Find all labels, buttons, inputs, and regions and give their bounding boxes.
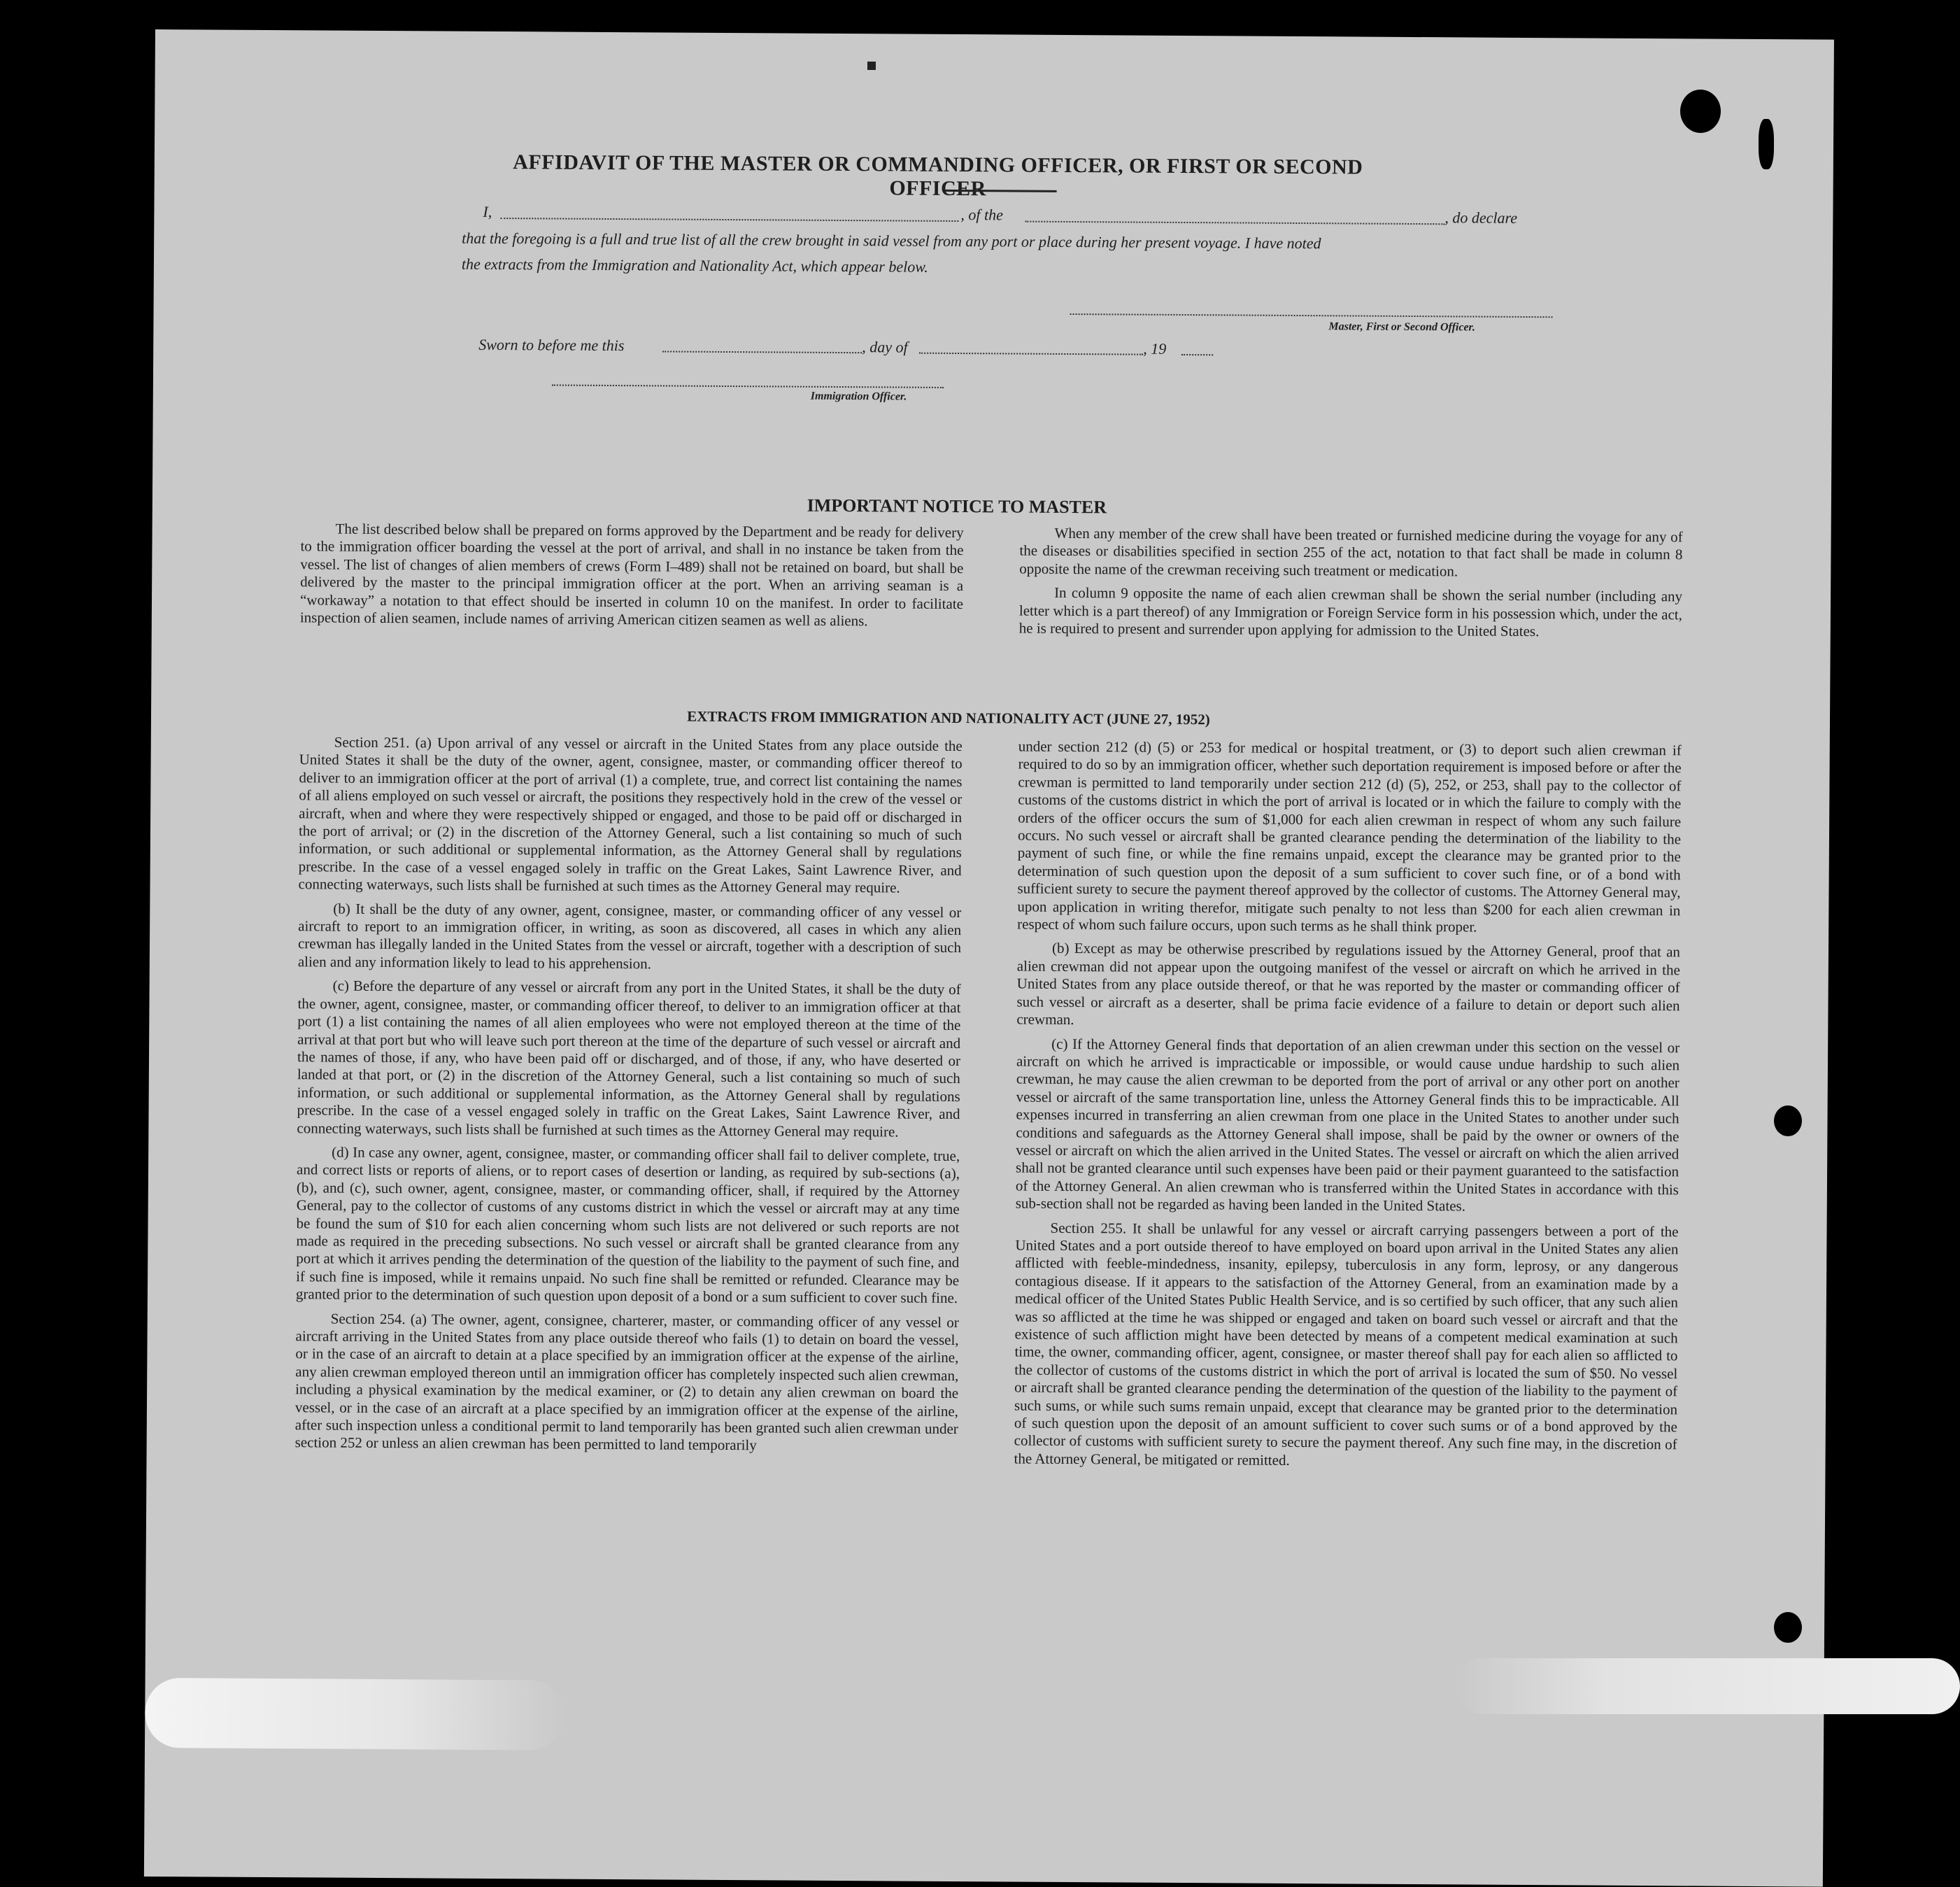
declaration-line-3: the extracts from the Immigration and Nationality Act, which appear below. [461, 255, 928, 276]
officer-signature-line [552, 384, 944, 388]
master-signature-label: Master, First or Second Officer. [1328, 320, 1475, 334]
punch-hole-bottom [1774, 1612, 1802, 1643]
section-254-a: Section 254. (a) The owner, agent, consignee, charterer, master, or commanding officer of any vessel or aircraft arriving in the United States from any place outside thereof who fails (1) to detain on board the vessel, or in the case of an aircraft to detain at a place specified by an immigration officer at the expense of the airline, any alien crewman employed thereon until an immigration officer has completely inspected such alien crewman, including a physical examination by the medical examiner, or (2) to detain any alien crewman on board the vessel, or in the case of an aircraft at a place specified by an immigration officer at the expense of the airline, after such inspection unless a conditional permit to land temporarily has been granted such alien crewman under section 252 or unless an alien crewman has been permitted to land temporarily [294, 1310, 959, 1454]
form-page [144, 29, 1834, 1887]
extracts-right-column [1014, 738, 1681, 1478]
sworn-label: Sworn to before me this [478, 335, 625, 355]
scan-speck [867, 62, 876, 70]
scan-glare-right [1455, 1658, 1960, 1714]
punch-hole-middle [1774, 1105, 1802, 1136]
section-251-b: (b) It shall be the duty of any owner, agent, consignee, master, or commanding officer of any vessel or aircraft to report to an immigration officer, in writing, as soon as discovered, all cases in which any alien crewman has illegally landed in the United States from the vessel or aircraft, together with a description of such alien and any information likely to lead to his apprehension. [297, 900, 962, 973]
declare-label: , do declare [1444, 209, 1518, 227]
section-251-a: Section 251. (a) Upon arrival of any vessel or aircraft in the United States from any place outside the United States it shall be the duty of the owner, agent, consignee, master, or commanding officer thereof to deliver to an immigration officer at the port of arrival (1) a complete, true, and correct list containing the names of all aliens employed on such vessel or aircraft, the positions they respectively hold in the crew of the vessel or aircraft, when and where they were respectively shipped or engaged, and those to be paid off or discharged in the port of arrival; or (2) in the discretion of the Attorney General, such a list containing so much of such information, or such additional or supplemental information, as the Attorney General shall by regulations prescribe. In the case of a vessel engaged solely in traffic on the Great Lakes, Saint Lawrence River, and connecting waterways, such lists shall be furnished at such times as the Attorney General may require. [298, 733, 963, 896]
sworn-month-line [919, 353, 1143, 355]
notice-left-column [300, 520, 964, 637]
section-254-b: (b) Except as may be otherwise prescribed by regulations issued by the Attorney General, proof that an alien crewman did not appear upon the outgoing manifest of the vessel or aircraft on which he arrived in the United States from any place outside thereof, or that he was reported by the master or commanding officer of such vessel or aircraft as a deserter, shall be prima facie evidence of a failure to detain or deport such alien crewman. [1016, 940, 1681, 1029]
sworn-year-line [1181, 354, 1213, 355]
section-251-c: (c) Before the departure of any vessel or aircraft from any port in the United States, it shall be the duty of the owner, agent, consignee, master, or commanding officer thereof, to deliver to an immigration officer at that port (1) a list containing the names of all alien employees who were not employed thereon at the time of the arrival at that port but who will leave such port thereon at the time of the departure of such vessel or aircraft and the names of those, if any, who have been paid off or discharged, and of those, if any, who have deserted or landed at that port, or (2) in the discretion of the Attorney General, such a list containing so much of such information, or such additional or supplemental information, as the Attorney General shall by regulations prescribe. In the case of a vessel engaged solely in traffic on the Great Lakes, Saint Lawrence River, and connecting waterways, such lists shall be furnished at such times as the Attorney General may require. [297, 977, 961, 1140]
section-254-c: (c) If the Attorney General finds that deportation of an alien crewman under this section on the vessel or aircraft on which he arrived is impracticable or impossible, or would cause undue hardship to such alien crewman, he may cause the alien crewman to be deported from the port of arrival or any other port on another vessel or aircraft of the same transportation line, unless the Attorney General finds this to be impracticable. All expenses incurred in transferring an alien crewman from one place in the United States to another under such conditions and safeguards as the Attorney General shall impose, shall be paid by the owner or owners of the vessel or aircraft on which the alien arrived in the United States. The vessel or aircraft on which the alien arrived shall not be granted clearance until such expenses have been paid or their payment guaranteed to the satisfaction of the Attorney General. An alien crewman who is transferred within the United States in accordance with this sub-section shall not be regarded as having been landed in the United States. [1015, 1035, 1680, 1215]
sworn-date-line [662, 351, 862, 353]
tear-mark [1759, 119, 1774, 169]
punch-hole-top [1680, 90, 1721, 133]
master-signature-line [1070, 313, 1553, 318]
section-254-a-cont: under section 212 (d) (5) or 253 for medical or hospital treatment, or (3) to deport such alien crewman if required to do so by an immigration officer, whether such deportation requirement is imposed before or after the crewman is permitted to land temporarily under section 212 (d) (5), 252, or 253, shall pay to the collector of customs of the customs district in which the port of arrival is located or in which the failure to comply with the orders of the officer occurs the sum of $1,000 for each alien crewman in respect of whom any such failure occurs. No such vessel or aircraft shall be granted clearance pending the determination of the liability to the payment of such fine, or while the fine remains unpaid, except the clearance may be granted prior to the determination of such question upon the deposit of a sum sufficient to cover such fine, or of a bond with sufficient surety to secure the payment thereof approved by the collector of customs. The Attorney General may, upon application in writing therefor, mitigate such penalty to not less than $200 for each alien crewman in respect of whom such failure occurs, upon such terms as he shall think proper. [1017, 737, 1682, 935]
affiant-name-line [500, 218, 958, 222]
section-255: Section 255. It shall be unlawful for any vessel or aircraft carrying passengers between a port of the United States and a port outside thereof to have employed on board upon arrival in the United States any alien afflicted with feeble-mindedness, insanity, epilepsy, tuberculosis in any form, leprosy, or any dangerous contagious disease. If it appears to the satisfaction of the Attorney General, from an examination made by a medical officer of the United States Public Health Service, and is so certified by such officer, that any such alien was so afflicted at the time he was shipped or engaged and taken on board such vessel or aircraft and that the existence of such affliction might have been detected by means of a competent medical examination at such time, the owner, commanding officer, agent, consignee, or master thereof shall pay for each alien so afflicted to the collector of customs of the customs district in which the port of arrival is located the sum of $50. No vessel or aircraft shall be granted clearance pending the determination of the question of the liability to the payment of such sums, or while such sums remain unpaid, except that clearance may be granted prior to the determination of such question upon the deposit of an amount sufficient to cover such sums or of a bond approved by the collector of customs with sufficient surety to secure the payment thereof. Any such fine may, in the discretion of the Attorney General, be mitigated or remitted. [1014, 1219, 1679, 1469]
section-251-d: (d) In case any owner, agent, consignee, master, or commanding officer shall fail to deliver complete, true, and correct lists or reports of aliens, or to report cases of desertion or landing, as required by sub-sections (a), (b), and (c), such owner, agent, consignee, master, or commanding officer, shall, if required by the Attorney General, pay to the collector of customs of any customs district in which the vessel or aircraft may at any time be found the sum of $10 for each alien concerning whom such lists are not delivered or such reports are not made as required in the preceding subsections. No such vessel or aircraft shall be granted clearance from any port at which it arrives pending the determination of the question of the liability to the payment of such fine, and if such fine is imposed, while it remains unpaid. No such fine shall be remitted or refunded. Clearance may be granted prior to the determination of such question upon deposit of a bond or a sum sufficient to cover such fine. [295, 1143, 960, 1307]
notice-right-paragraph-1: When any member of the crew shall have been treated or furnished medicine during the voyage for any of the diseases or disabilities specified in section 255 of the act, notation to that fact shall be made in column 8 opposite the name of the crewman receiving such treatment or medication. [1019, 524, 1683, 580]
scan-glare [145, 1678, 565, 1751]
officer-signature-label: Immigration Officer. [810, 390, 907, 403]
notice-title: IMPORTANT NOTICE TO MASTER [807, 495, 1107, 518]
of-the-label: , of the [960, 206, 1003, 224]
notice-left-paragraph: The list described below shall be prepared on forms approved by the Department and be ready for delivery to the immigration officer boarding the vessel at the port of arrival, and shall in no instance be taken from the vessel. The list of changes of alien members of crews (Form I–489) shall not be retained on board, but shall be delivered by the master to the principal immigration officer at the port. When an arriving seaman is a “workaway” a notation to that effect should be inserted in column 10 on the manifest. In order to facilitate inspection of alien seamen, include names of arriving American citizen seamen as well as aliens. [299, 520, 964, 630]
affiant-label: I, [483, 202, 492, 220]
affidavit-title: AFFIDAVIT OF THE MASTER OR COMMANDING OFFICER, OR FIRST OR SECOND OFFICER [513, 150, 1363, 201]
extracts-title: EXTRACTS FROM IMMIGRATION AND NATIONALITY ACT (JUNE 27, 1952) [687, 707, 1210, 728]
vessel-name-line [1025, 221, 1444, 225]
declaration-line-2: that the foregoing is a full and true list of all the crew brought in said vessel from any port or place during her present voyage. I have noted [462, 229, 1321, 253]
notice-right-column [1019, 525, 1683, 648]
day-of-label: , day of [862, 338, 908, 356]
year-label: , 19 [1143, 339, 1167, 358]
notice-right-paragraph-2: In column 9 opposite the name of each alien crewman shall be shown the serial number (including any letter which is a part thereof) of any Immigration or Foreign Service form in his possession which, under the act, he is required to present and surrender upon applying for admission to the United States. [1018, 584, 1683, 640]
extracts-left-column [295, 733, 963, 1462]
